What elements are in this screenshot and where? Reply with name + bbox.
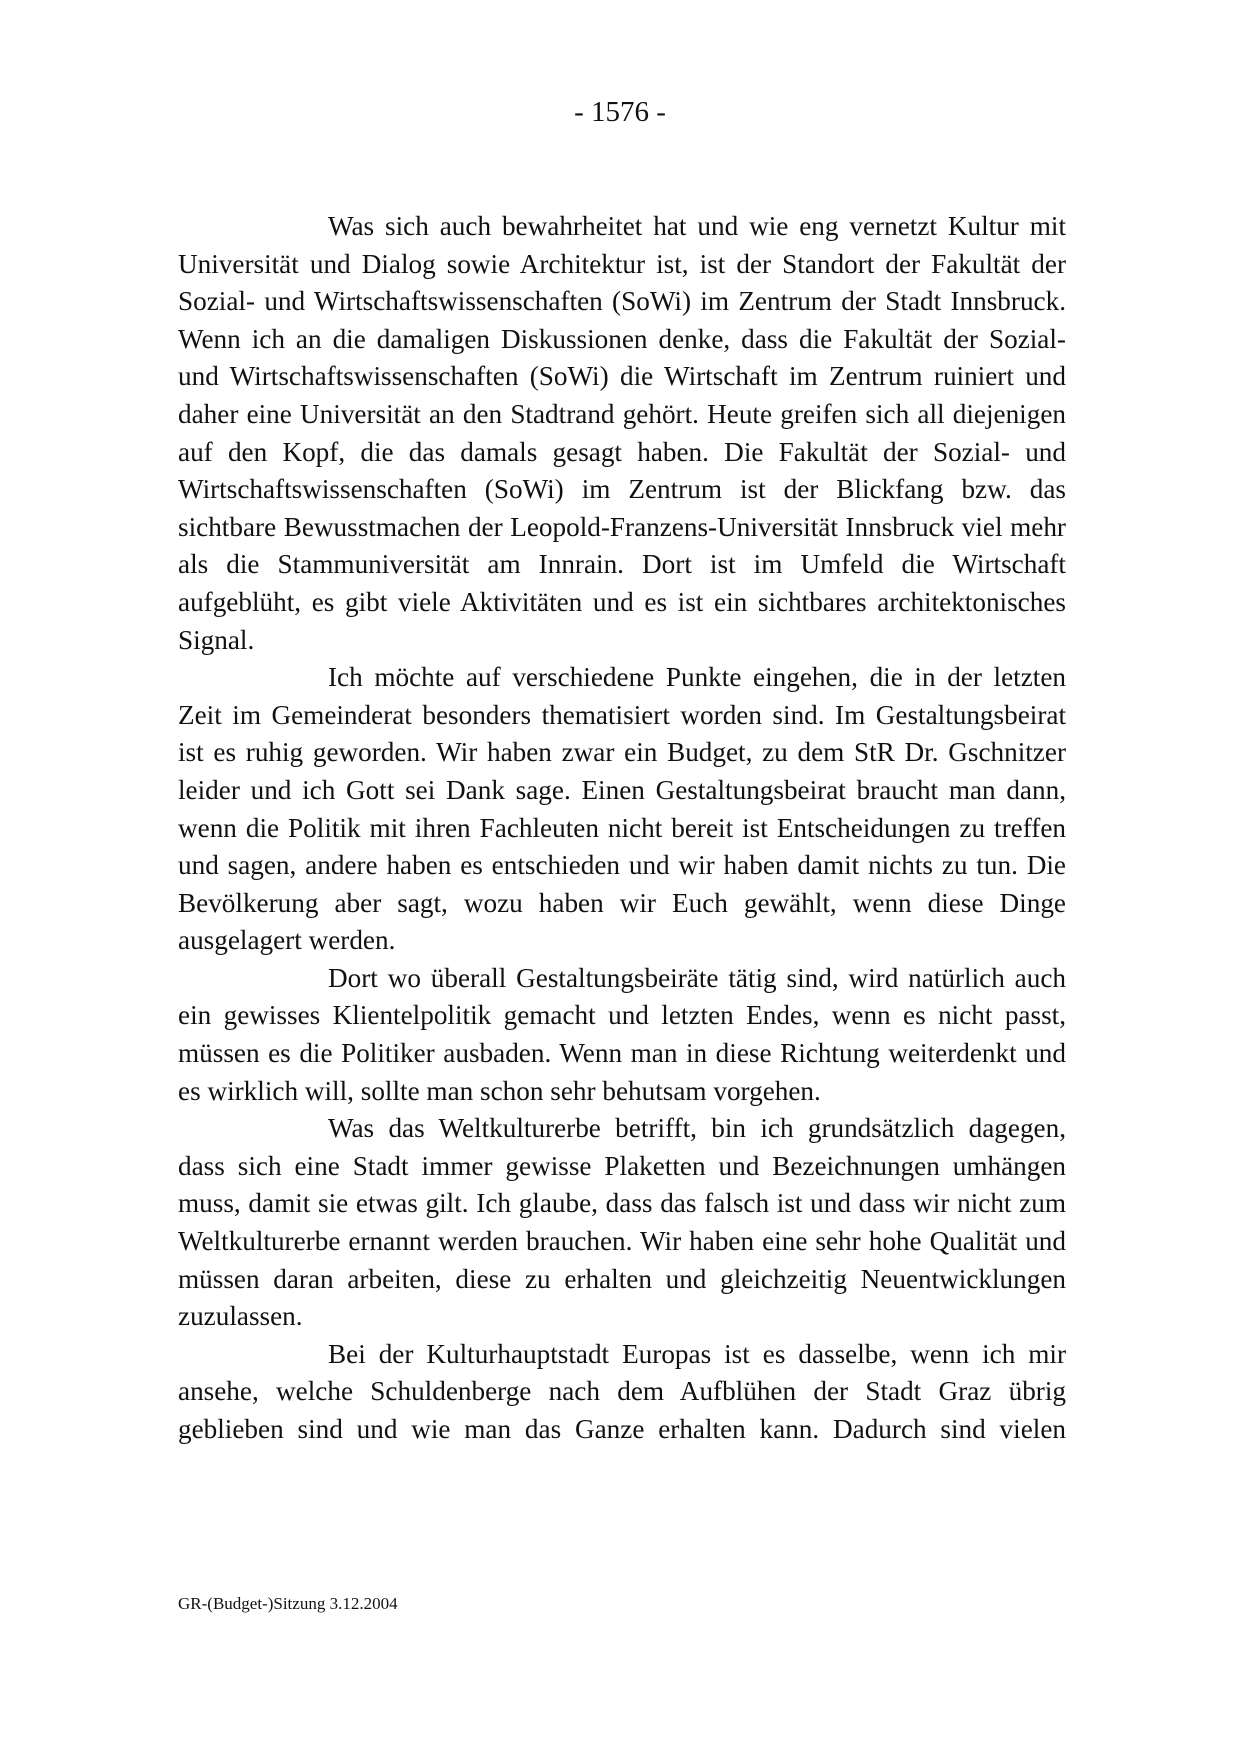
paragraph-sowi-standort: Was sich auch bewahrheitet hat und wie eng vernetzt Kultur mit Universität und Dialog sowie Architektur ist, ist der Standort der Fakultät der Sozial- und Wirtschaftswissenschaften (SoWi) im Zentrum der Stadt Innsbruck. Wenn ich an die damaligen Diskussionen denke, dass die Fakultät der Sozial- und Wirtschaftswissenschaften (SoWi) die Wirtschaft im Zentrum ruiniert und daher eine Universität an den Stadtrand gehört. Heute greifen sich all diejenigen auf den Kopf, die das damals gesagt haben. Die Fakultät der Sozial- und Wirtschaftswissenschaften (SoWi) im Zentrum ist der Blickfang bzw. das sichtbare Bewusstmachen der Leopold-Franzens-Universität Innsbruck viel mehr als die Stammuniversität am Innrain. Dort ist im Umfeld die Wirtschaft aufgeblüht, es gibt viele Aktivitäten und es ist ein sichtbares architektonisches Signal.: [178, 211, 1066, 655]
page-number: - 1576 -: [574, 96, 666, 128]
footer-session-label: GR-(Budget-)Sitzung 3.12.2004: [178, 1594, 398, 1613]
paragraph-gestaltungsbeirat: Ich möchte auf verschiedene Punkte eingehen, die in der letzten Zeit im Gemeinderat besonders thematisiert worden sind. Im Gestaltungsbeirat ist es ruhig geworden. Wir haben zwar ein Budget, zu dem StR Dr. Gschnitzer leider und ich Gott sei Dank sage. Einen Gestaltungsbeirat braucht man dann, wenn die Politik mit ihren Fachleuten nicht bereit ist Entscheidungen zu treffen und sagen, andere haben es entschieden und wir haben damit nichts zu tun. Die Bevölkerung aber sagt, wozu haben wir Euch gewählt, wenn diese Dinge ausgelagert werden.: [178, 662, 1066, 956]
document-body: [178, 208, 1066, 1449]
paragraph-kulturhauptstadt: Bei der Kulturhauptstadt Europas ist es dasselbe, wenn ich mir ansehe, welche Schuldenberge nach dem Aufblühen der Stadt Graz übrig geblieben sind und wie man das Ganze erhalten kann. Dadurch sind vielen: [178, 1338, 1066, 1444]
paragraph-klientelpolitik: Dort wo überall Gestaltungsbeiräte tätig sind, wird natürlich auch ein gewisses Klientelpolitik gemacht und letzten Endes, wenn es nicht passt, müssen es die Politiker ausbaden. Wenn man in diese Richtung weiterdenkt und es wirklich will, sollte man schon sehr behutsam vorgehen.: [178, 962, 1066, 1106]
paragraph-weltkulturerbe: Was das Weltkulturerbe betrifft, bin ich grundsätzlich dagegen, dass sich eine Stadt immer gewisse Plaketten und Bezeichnungen umhängen muss, damit sie etwas gilt. Ich glaube, dass das falsch ist und dass wir nicht zum Weltkulturerbe ernannt werden brauchen. Wir haben eine sehr hohe Qualität und müssen daran arbeiten, diese zu erhalten und gleichzeitig Neuentwicklungen zuzulassen.: [178, 1113, 1066, 1332]
